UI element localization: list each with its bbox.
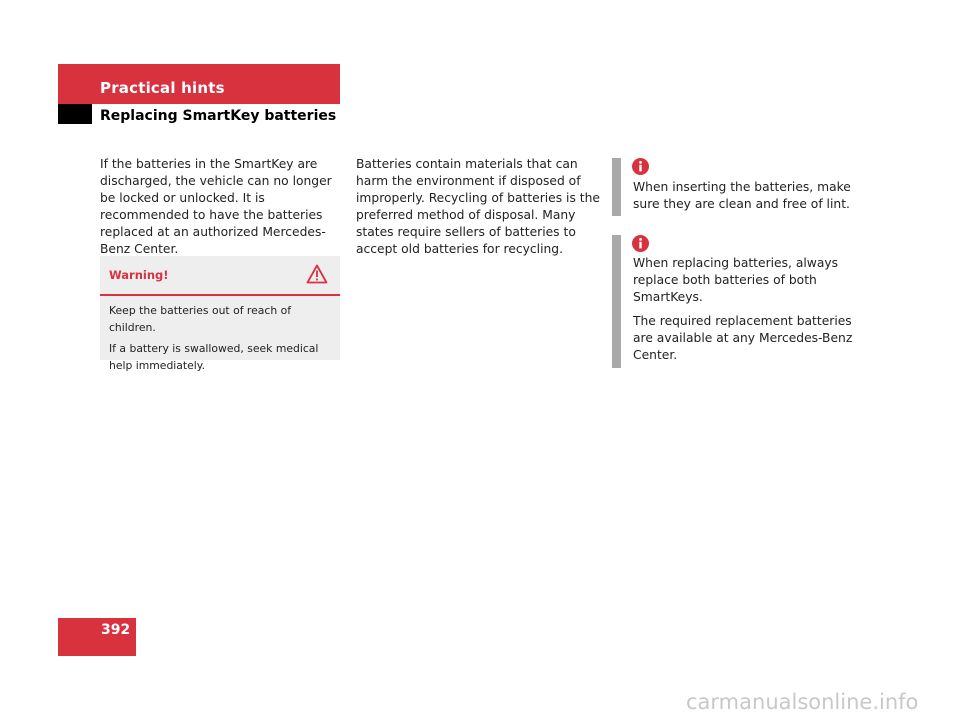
info-icon [632,235,649,252]
watermark: carmanualsonline.info [686,690,919,714]
info-note [612,235,862,370]
info-note-text: When inserting the batteries, make sure they are clean and free of lint. [633,180,851,211]
info-note-bar [612,235,621,368]
left-column-text: If the batteries in the SmartKey are discharged, the vehicle can no longer be locked or unlocked. It is recommended to have the batteries replaced at an authorized Mercedes-Benz Center. [100,157,332,256]
info-note [612,158,862,218]
info-note-text: The required replacement batteries are available at any Mercedes-Benz Center. [633,314,853,362]
middle-column-text: Batteries contain materials that can harm the environment if disposed of improperly. Recycling of batteries is the preferred method of disposal. Many states require sellers of batteries to accept old batteries for recycling. [356,157,600,256]
warning-label: Warning! [109,268,169,282]
page-subtitle: Replacing SmartKey batteries [100,108,337,124]
header-tab-marker [58,104,92,124]
info-icon [632,158,649,175]
section-header-bar [58,64,340,104]
info-note-bar [612,158,621,216]
warning-line: If a battery is swallowed, seek medical help immediately. [109,342,319,372]
warning-box [100,256,340,372]
warning-line: Keep the batteries out of reach of children. [109,304,292,334]
page-number-box [58,618,136,656]
page-number: 392 [101,622,131,638]
info-note-text: When replacing batteries, always replace both batteries of both SmartKeys. [633,256,839,304]
section-title: Practical hints [100,79,225,97]
warning-triangle-icon [306,264,328,284]
warning-header [100,256,340,296]
